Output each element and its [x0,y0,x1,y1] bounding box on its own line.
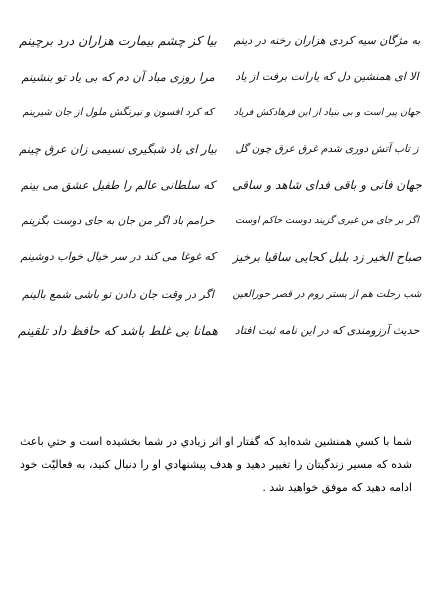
hemistich-left: همانا بی غلط باشد که حافظ داد تلقینم [18,323,218,338]
hemistich-left: که کرد افسون و نیرنگش ملول از جان شیرینم [22,107,214,118]
hemistich-right: صباح الخیر زد بلبل کجایی ساقیا برخیز [232,250,422,264]
hemistich-right: الا ای همنشین دل که یارانت برفت از یاد [235,70,419,83]
hemistich-right: ز تاب آتش دوری شدم غرق عرق چون گل [235,143,419,155]
interpretation-paragraph: شما با كسي همنشين شده‌ايد كه گفتار او اثر زيادي در شما بخشيده است و حتي باعث شده كه مسير زندگيتان را تغيير دهيد و هدف پيشنهادي او را دنبال كنيد، به فعاليّت خود ادامه دهيد كه موفق خواهيد شد . [20,435,412,494]
couplet-9 [0,314,430,348]
hemistich-right: به مژگان سیه کردی هزاران رخنه در دینم [233,34,421,47]
hemistich-left: اگر در وقت جان دادن تو باشی شمع بالینم [22,288,214,301]
hemistich-right: شب رحلت هم از بستر روم در قصر حورالعین [232,289,422,300]
hemistich-right: جهان پیر است و بی بنیاد از این فرهادکش فریاد [233,107,421,118]
couplet-8 [0,278,430,312]
hemistich-right: حدیث آرزومندی که در این نامه ثبت افتاد [234,324,420,337]
hemistich-left: مرا روزی مباد آن دم که بی یاد تو بنشینم [21,70,215,84]
couplet-5 [0,168,430,202]
couplet-4 [0,132,430,166]
poem [0,24,430,396]
hemistich-left: که غوغا می کند در سر خیال خواب دوشینم [20,250,216,263]
hemistich-right: اگر بر جای من غیری گزیند دوست حاکم اوست [235,215,419,226]
hemistich-right: جهان فانی و باقی فدای شاهد و ساقی [232,178,422,192]
couplet-6 [0,204,430,238]
hemistich-left: بیا کز چشم بیمارت هزاران درد برچینم [19,33,217,48]
couplet-3 [0,96,430,130]
couplet-7 [0,240,430,274]
hemistich-left: حرامم باد اگر من جان به جای دوست بگزینم [21,215,215,227]
couplet-1 [0,24,430,58]
hemistich-left: که سلطانی عالم را طفیل عشق می بینم [20,178,216,192]
hemistich-left: بیار ای باد شبگیری نسیمی زان عرق چینم [19,142,217,156]
couplet-2 [0,60,430,94]
